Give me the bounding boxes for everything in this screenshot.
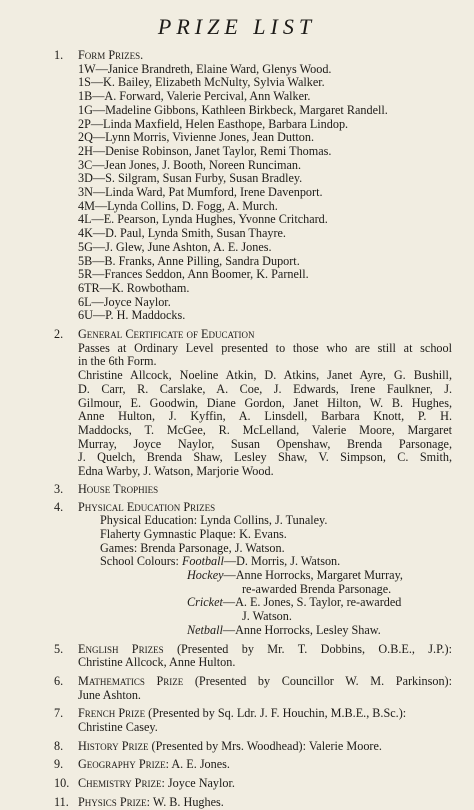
section-heading: French Prize <box>78 706 146 721</box>
pe-prize-line: Physical Education: Lynda Collins, J. Tunaley. <box>100 513 328 528</box>
gce-names-line: Christine Allcock, Noeline Atkin, D. Atkins, Janet Ayre, G. Bushill, <box>78 368 452 383</box>
section-number: 4. <box>54 499 64 514</box>
cricket-names: —A. E. Jones, S. Taylor, re-awarded <box>222 595 402 610</box>
form-prize-line: 3N—Linda Ward, Pat Mumford, Irene Davenport. <box>78 185 323 200</box>
hockey-names: —Anne Horrocks, Margaret Murray, <box>223 568 403 583</box>
section-heading: Physical Education Prizes <box>78 499 216 514</box>
form-prize-line: 4K—D. Paul, Lynda Smith, Susan Thayre. <box>78 226 286 241</box>
section-number: 8. <box>54 738 64 753</box>
form-prize-line: 2P—Linda Maxfield, Helen Easthope, Barbara Lindop. <box>78 116 349 131</box>
form-prize-line: 5G—J. Glew, June Ashton, A. E. Jones. <box>78 239 272 254</box>
hockey-continuation: re-awarded Brenda Parsonage. <box>242 581 392 596</box>
section-heading: General Certificate of Education <box>78 327 255 342</box>
school-colours-cricket <box>78 596 452 610</box>
geography-winner: : A. E. Jones. <box>165 757 230 772</box>
gce-intro-line: Passes at Ordinary Level presented to those who are still at school <box>78 340 452 355</box>
section-heading: History Prize <box>78 738 149 753</box>
section-number: 11. <box>54 794 69 809</box>
english-presenter: (Presented by Mr. T. Dobbins, O.B.E., J.P.): <box>163 641 452 656</box>
section-french-prize <box>54 707 452 734</box>
gce-intro-line: in the 6th Form. <box>78 354 157 369</box>
section-number: 2. <box>54 327 64 342</box>
chemistry-prize-line <box>78 777 452 791</box>
mathematics-winner: June Ashton. <box>78 687 141 702</box>
history-presenter-winner: (Presented by Mrs. Woodhead): Valerie Moore. <box>148 738 382 753</box>
form-prize-line: 2H—Denise Robinson, Janet Taylor, Remi Thomas. <box>78 143 332 158</box>
french-presenter: (Presented by Sq. Ldr. J. F. Houchin, M.B.E., B.Sc.): <box>145 706 407 721</box>
section-physics-prize <box>54 796 452 810</box>
section-history-prize <box>54 740 452 754</box>
school-colours-football <box>78 555 452 569</box>
cricket-label: Cricket <box>187 595 223 610</box>
form-prize-line: 1S—K. Bailey, Elizabeth McNulty, Sylvia Walker. <box>78 75 325 90</box>
english-winners: Christine Allcock, Anne Hulton. <box>78 655 236 670</box>
chemistry-winner: : Joyce Naylor. <box>161 776 235 791</box>
section-heading: Mathematics Prize <box>78 673 184 688</box>
section-number: 1. <box>54 48 64 62</box>
cricket-continuation: J. Watson. <box>242 609 292 624</box>
form-prize-line: 2Q—Lynn Morris, Vivienne Jones, Jean Dutton. <box>78 130 315 145</box>
section-heading: House Trophies <box>78 481 159 496</box>
form-prize-line: 6L—Joyce Naylor. <box>78 294 171 309</box>
form-prize-line: 5R—Frances Seddon, Ann Boomer, K. Parnell. <box>78 267 309 282</box>
school-colours-label: School Colours: <box>100 554 179 569</box>
form-prize-line: 1G—Madeline Gibbons, Kathleen Birkbeck, Margaret Randell. <box>78 102 388 117</box>
gce-names-line: J. Quelch, Brenda Shaw, Lesley Shaw, V. Simpson, C. Smith, <box>78 450 452 465</box>
page-title: PRIZE LIST <box>157 14 317 39</box>
gce-names-line: Murray, Joyce Naylor, Susan Openshaw, Brenda Parsonage, <box>78 436 452 451</box>
section-house-trophies <box>54 483 452 497</box>
section-heading: Geography Prize <box>78 757 166 772</box>
section-number: 7. <box>54 706 64 721</box>
gce-names-line: D. Carr, R. Carslake, A. Coe, J. Edwards, Irene Faulkner, J. <box>78 381 452 396</box>
school-colours-hockey <box>78 569 452 583</box>
section-number: 5. <box>54 641 64 656</box>
section-number: 9. <box>54 757 64 772</box>
form-prize-line: 4L—E. Pearson, Lynda Hughes, Yvonne Critchard. <box>78 212 328 227</box>
section-pe-prizes <box>54 501 452 638</box>
physics-winner: : W. B. Hughes. <box>146 794 224 809</box>
form-prize-line: 5B—B. Franks, Anne Pilling, Sandra Duport. <box>78 253 300 268</box>
history-prize-line <box>78 740 452 754</box>
geography-prize-line <box>78 758 452 772</box>
section-mathematics-prize <box>54 675 452 702</box>
netball-label: Netball <box>187 622 223 637</box>
section-heading: Physics Prize <box>78 794 147 809</box>
mathematics-prize-line <box>78 675 452 689</box>
section-heading: English Prizes <box>78 641 164 656</box>
section-number: 6. <box>54 673 64 688</box>
form-prize-line: 1W—Janice Brandreth, Elaine Ward, Glenys Wood. <box>78 61 332 76</box>
english-prizes-line <box>78 643 452 657</box>
section-english-prizes <box>54 643 452 670</box>
section-form-prizes <box>54 49 452 323</box>
section-chemistry-prize <box>54 777 452 791</box>
form-prize-line: 4M—Lynda Collins, D. Fogg, A. Murch. <box>78 198 278 213</box>
section-heading: Form Prizes. <box>78 48 144 62</box>
gce-names-line: Edna Warby, J. Watson, Marjorie Wood. <box>78 464 274 479</box>
form-prize-line: 6TR—K. Rowbotham. <box>78 280 190 295</box>
french-prize-line <box>78 707 452 721</box>
gce-names-line: Anne Hulton, J. Kyffin, A. Linsdell, Barbara Knott, P. H. <box>78 409 452 424</box>
section-heading: Chemistry Prize <box>78 776 162 791</box>
french-winner: Christine Casey. <box>78 720 158 735</box>
form-prize-line: 1B—A. Forward, Valerie Percival, Ann Walker. <box>78 89 311 104</box>
games-line: Games: Brenda Parsonage, J. Watson. <box>100 540 285 555</box>
gce-names-line: Gilmour, E. Goodwin, Diane Gordon, Janet Hilton, W. B. Hughes, <box>78 395 452 410</box>
section-number: 10. <box>54 776 70 791</box>
flaherty-plaque-line: Flaherty Gymnastic Plaque: K. Evans. <box>100 526 287 541</box>
football-names: —D. Morris, J. Watson. <box>223 554 341 569</box>
hockey-label: Hockey <box>187 568 224 583</box>
section-number: 3. <box>54 481 64 496</box>
form-prize-line: 3D—S. Silgram, Susan Furby, Susan Bradley. <box>78 171 303 186</box>
gce-names-line: Maddocks, T. McGee, R. McLelland, Valerie Moore, Margaret <box>78 422 452 437</box>
form-prize-line: 3C—Jean Jones, J. Booth, Noreen Runciman. <box>78 157 302 172</box>
school-colours-netball <box>78 624 452 638</box>
netball-names: —Anne Horrocks, Lesley Shaw. <box>222 622 381 637</box>
section-gce <box>54 328 452 479</box>
football-label: Football <box>181 554 224 569</box>
physics-prize-line <box>78 796 452 810</box>
mathematics-presenter: (Presented by Councillor W. M. Parkinson): <box>183 673 452 688</box>
form-prize-line: 6U—P. H. Maddocks. <box>78 308 186 323</box>
prize-list <box>54 49 452 810</box>
section-geography-prize <box>54 758 452 772</box>
